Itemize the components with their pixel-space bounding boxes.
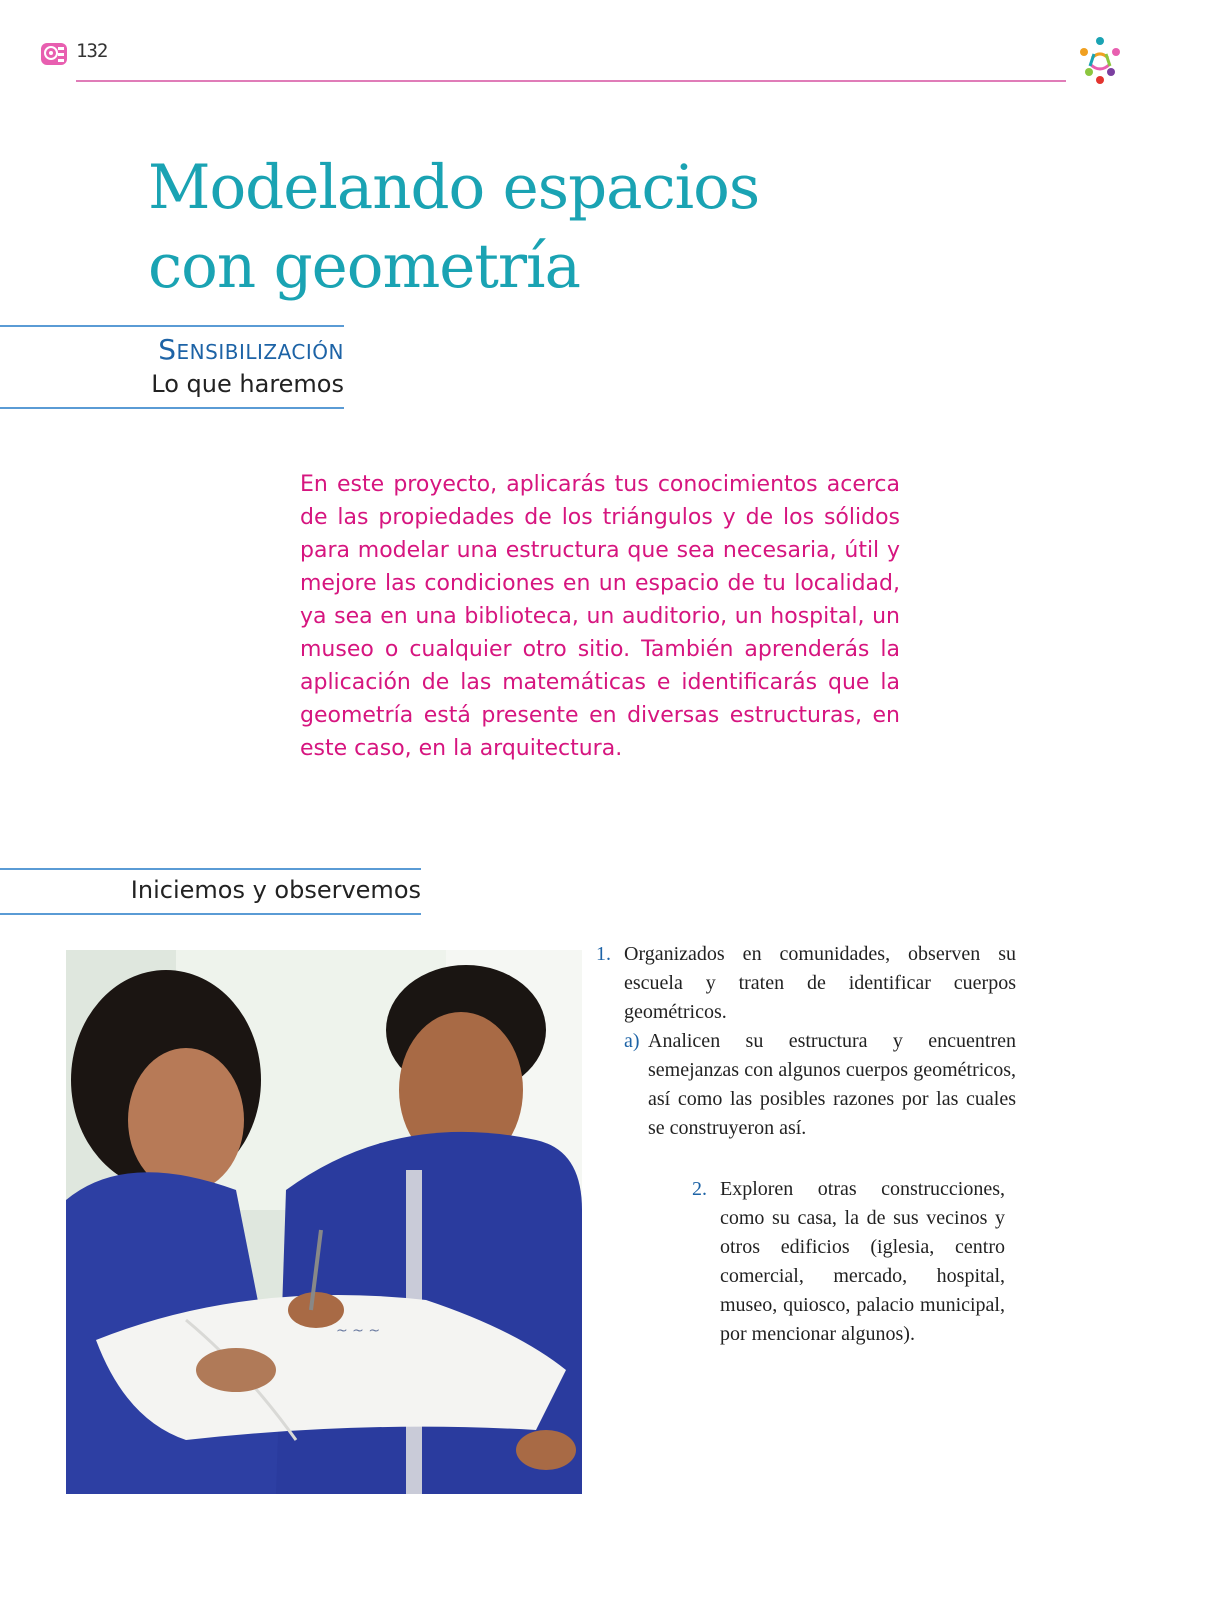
section-subtitle: Lo que haremos (151, 370, 344, 398)
activity-2-text: Exploren otras construcciones, como su casa, la de sus vecinos y otros edificios (iglesia, centro comercial, mercado, hospital, museo, quiosco, palacio municipal, por mencionar algunos). (720, 1178, 1005, 1345)
activity-1-text: Organizados en comunidades, observen su escuela y traten de identificar cuerpos geométricos. (624, 943, 1016, 1023)
activity-1a-letter: a) (624, 1030, 640, 1052)
activity-item-1 (596, 940, 1016, 1027)
people-circle-logo-icon (1072, 32, 1128, 88)
intro-paragraph: En este proyecto, aplicarás tus conocimientos acerca de las propiedades de los triángulos y de los sólidos para modelar una estructura que sea necesaria, útil y mejore las condiciones en un espacio de tu localidad, ya sea en una biblioteca, un auditorio, un hospital, un museo o cualquier otro sitio. También aprenderás la aplicación de las matemáticas e identificarás que la geometría está presente en diversas estructuras, en este caso, en la arquitectura. (300, 472, 900, 761)
section-bottom-rule (0, 407, 344, 409)
activity-1-number: 1. (596, 943, 611, 965)
page-number: 132 (76, 40, 108, 62)
activity-item-2 (692, 1175, 1005, 1349)
title-line-1: Modelando espacios (148, 152, 760, 223)
section-top-rule (0, 325, 344, 327)
activity-2-number: 2. (692, 1178, 707, 1200)
svg-text:~ ~ ~: ~ ~ ~ (336, 1323, 381, 1339)
section2-top-rule (0, 868, 421, 870)
section2-title: Iniciemos y observemos (130, 876, 421, 904)
activity-item-1a (624, 1027, 1016, 1143)
header-rule (76, 80, 1066, 82)
section-title: Sensibilización (158, 333, 344, 366)
title-line-2: con geometría (148, 231, 580, 302)
page-title (148, 148, 759, 306)
students-photo (66, 950, 582, 1494)
maya-glyph-icon (40, 40, 68, 68)
section2-bottom-rule (0, 913, 421, 915)
activity-1a-text: Analicen su estructura y encuentren semejanzas con algunos cuerpos geométricos, así como las posibles razones por las cuales se construyeron así. (648, 1030, 1016, 1139)
